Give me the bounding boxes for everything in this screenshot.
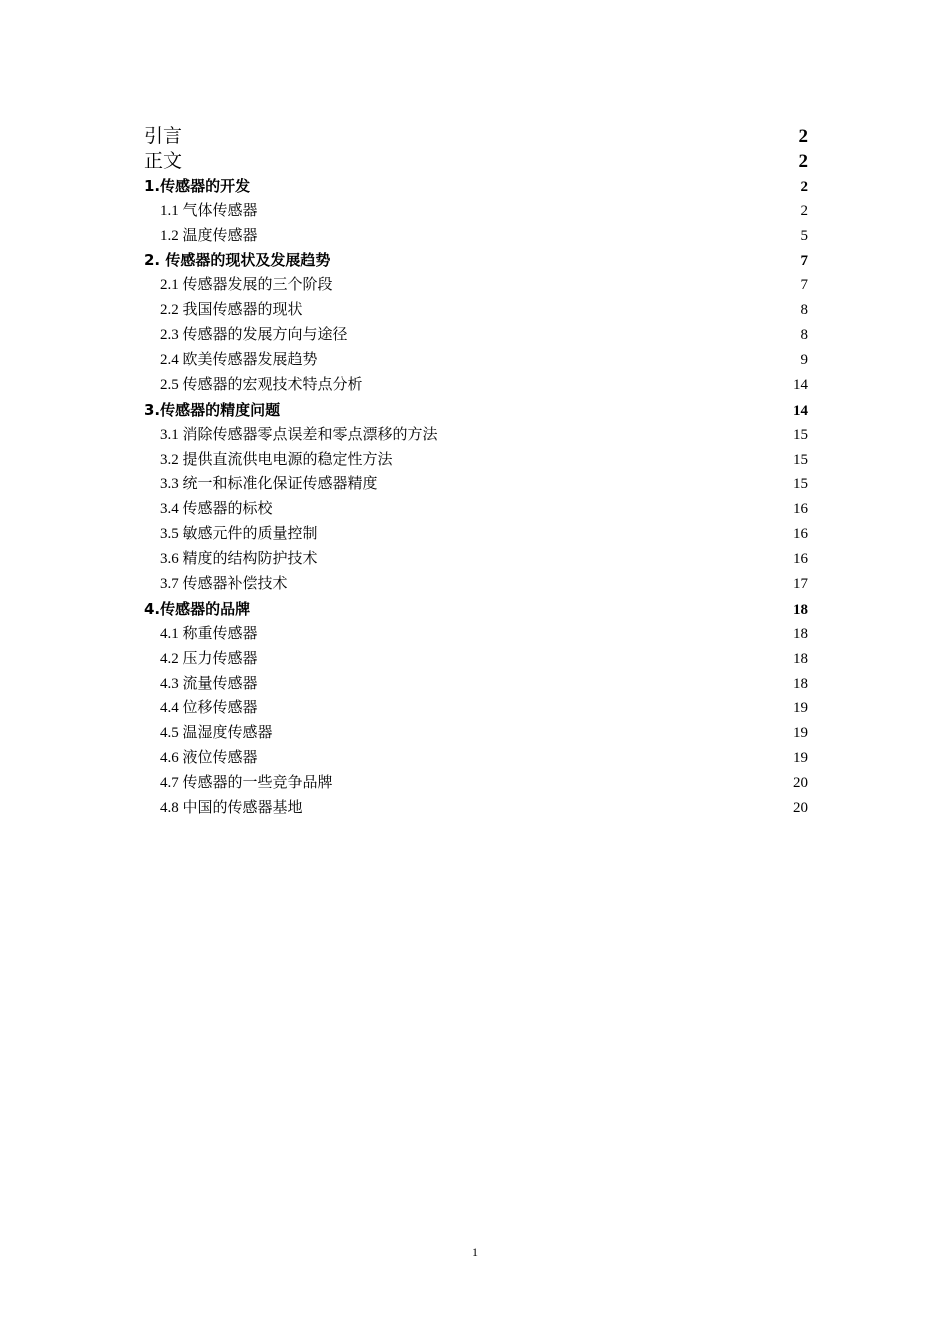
table-of-contents xyxy=(144,124,808,821)
toc-entry-title: 1.2 温度传感器 xyxy=(160,227,258,244)
toc-entry-page: 2 xyxy=(798,150,808,172)
toc-entry-page: 18 xyxy=(793,601,808,618)
toc-entry-title: 2.4 欧美传感器发展趋势 xyxy=(160,352,318,369)
toc-entry[interactable] xyxy=(144,746,808,771)
toc-entry[interactable] xyxy=(144,696,808,721)
toc-entry[interactable] xyxy=(144,323,808,348)
toc-entry-title: 3.6 精度的结构防护技术 xyxy=(160,551,318,568)
toc-entry[interactable] xyxy=(144,572,808,597)
toc-entry-title: 引言 xyxy=(144,125,183,147)
toc-entry[interactable] xyxy=(144,298,808,323)
toc-entry[interactable] xyxy=(144,174,808,199)
toc-entry[interactable] xyxy=(144,472,808,497)
toc-entry-title: 2.2 我国传感器的现状 xyxy=(160,302,303,319)
toc-entry-title: 1.1 气体传感器 xyxy=(160,202,258,219)
toc-entry-title: 2. 传感器的现状及发展趋势 xyxy=(144,251,331,270)
toc-entry[interactable] xyxy=(144,273,808,298)
toc-entry-title: 4.5 温湿度传感器 xyxy=(160,725,273,742)
toc-entry-page: 17 xyxy=(793,576,808,593)
toc-entry-title: 4.4 位移传感器 xyxy=(160,700,258,717)
toc-entry-title: 正文 xyxy=(144,149,183,172)
toc-entry-page: 8 xyxy=(800,302,808,319)
toc-entry-page: 2 xyxy=(800,178,808,195)
toc-entry-title: 3.3 统一和标准化保证传感器精度 xyxy=(160,476,378,493)
toc-entry-page: 14 xyxy=(793,402,808,419)
toc-entry-title: 3.7 传感器补偿技术 xyxy=(160,576,288,593)
toc-entry-title: 3.5 敏感元件的质量控制 xyxy=(160,526,318,543)
toc-entry[interactable] xyxy=(144,248,808,273)
toc-entry-page: 15 xyxy=(793,426,808,443)
toc-entry-title: 4.1 称重传感器 xyxy=(160,625,258,642)
toc-entry-page: 5 xyxy=(800,227,808,244)
toc-entry-page: 14 xyxy=(793,376,808,393)
toc-entry-page: 18 xyxy=(793,625,808,642)
toc-entry[interactable] xyxy=(144,124,808,149)
toc-entry-page: 2 xyxy=(798,126,808,147)
page-number: 1 xyxy=(472,1245,478,1259)
toc-entry[interactable] xyxy=(144,622,808,647)
toc-entry-title: 4.传感器的品牌 xyxy=(144,599,251,618)
toc-entry-page: 16 xyxy=(793,551,808,568)
toc-entry-title: 4.2 压力传感器 xyxy=(160,650,258,667)
toc-entry-page: 16 xyxy=(793,526,808,543)
toc-entry[interactable] xyxy=(144,373,808,398)
toc-entry-page: 18 xyxy=(793,675,808,692)
toc-entry-page: 19 xyxy=(793,725,808,742)
toc-entry-title: 3.2 提供直流供电电源的稳定性方法 xyxy=(160,451,393,468)
toc-entry[interactable] xyxy=(144,423,808,448)
toc-entry-title: 3.4 传感器的标校 xyxy=(160,501,273,518)
toc-entry-page: 7 xyxy=(800,277,808,294)
toc-entry-page: 18 xyxy=(793,650,808,667)
toc-entry[interactable] xyxy=(144,771,808,796)
toc-entry-page: 19 xyxy=(793,750,808,767)
toc-entry[interactable] xyxy=(144,672,808,697)
toc-entry[interactable] xyxy=(144,547,808,572)
toc-entry-page: 15 xyxy=(793,476,808,493)
toc-entry[interactable] xyxy=(144,149,808,174)
toc-entry-page: 20 xyxy=(793,775,808,792)
toc-entry[interactable] xyxy=(144,348,808,373)
toc-entry[interactable] xyxy=(144,224,808,249)
toc-entry-title: 4.3 流量传感器 xyxy=(160,675,258,692)
toc-entry-title: 4.8 中国的传感器基地 xyxy=(160,800,303,817)
toc-entry-title: 2.1 传感器发展的三个阶段 xyxy=(160,277,333,294)
toc-entry-page: 20 xyxy=(793,800,808,817)
toc-entry-page: 7 xyxy=(800,253,808,270)
toc-entry-page: 8 xyxy=(800,327,808,344)
toc-entry-title: 2.5 传感器的宏观技术特点分析 xyxy=(160,376,363,393)
toc-entry-page: 16 xyxy=(793,501,808,518)
toc-entry-title: 1.传感器的开发 xyxy=(144,176,251,195)
toc-entry-title: 4.7 传感器的一些竞争品牌 xyxy=(160,775,333,792)
toc-entry[interactable] xyxy=(144,398,808,423)
toc-entry[interactable] xyxy=(144,647,808,672)
toc-entry-page: 19 xyxy=(793,700,808,717)
toc-entry-page: 2 xyxy=(800,202,808,219)
toc-entry-title: 4.6 液位传感器 xyxy=(160,750,258,767)
toc-entry[interactable] xyxy=(144,448,808,473)
toc-entry[interactable] xyxy=(144,199,808,224)
toc-entry[interactable] xyxy=(144,796,808,821)
toc-entry-page: 15 xyxy=(793,451,808,468)
toc-entry-title: 3.传感器的精度问题 xyxy=(144,400,281,419)
toc-entry[interactable] xyxy=(144,597,808,622)
toc-entry-title: 3.1 消除传感器零点误差和零点漂移的方法 xyxy=(160,426,438,443)
toc-entry-title: 2.3 传感器的发展方向与途径 xyxy=(160,327,348,344)
toc-entry[interactable] xyxy=(144,522,808,547)
toc-entry[interactable] xyxy=(144,721,808,746)
toc-entry-page: 9 xyxy=(800,352,808,369)
toc-entry[interactable] xyxy=(144,497,808,522)
